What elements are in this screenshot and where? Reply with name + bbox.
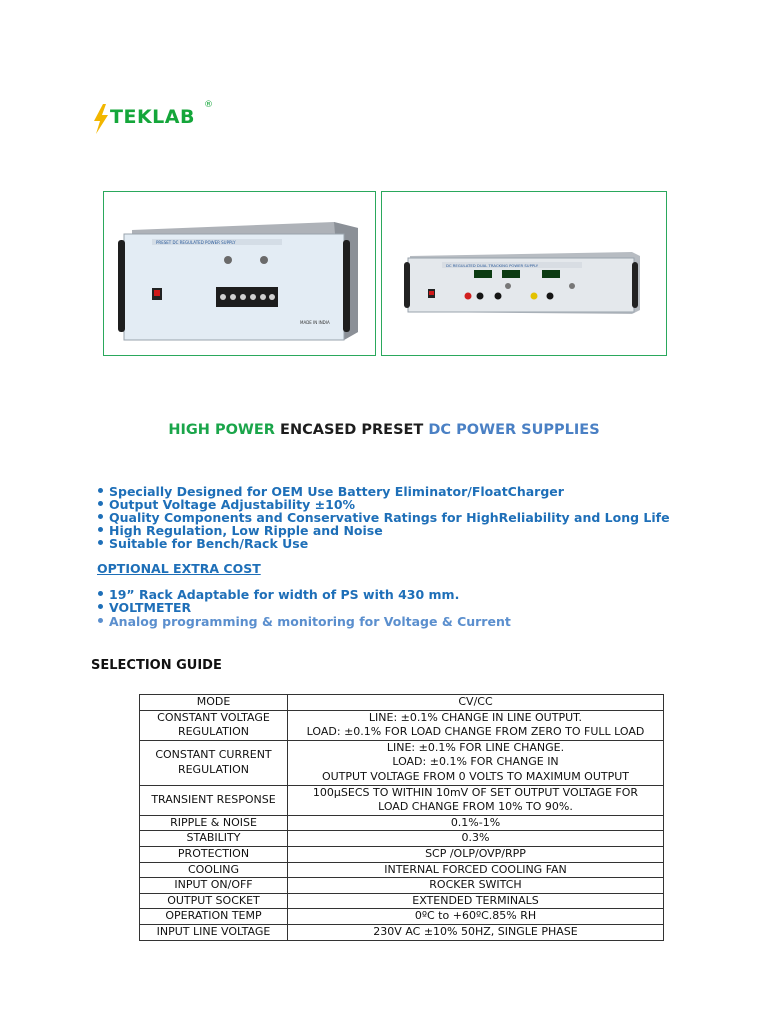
bullet-icon [98, 501, 103, 506]
lightning-bolt-icon [92, 104, 110, 134]
table-row [140, 815, 664, 831]
page-title [0, 422, 768, 438]
spec-label-line: RIPPLE & NOISE [170, 815, 257, 829]
spec-label-line: STABILITY [186, 831, 241, 845]
spec-label-cell [140, 924, 288, 940]
spec-label-line: OUTPUT SOCKET [167, 893, 260, 907]
table-row [140, 862, 664, 878]
spec-value-cell [288, 740, 664, 785]
spec-label-cell [140, 815, 288, 831]
optional-extra-cost-title: OPTIONAL EXTRA COST [97, 561, 261, 576]
bullet-icon [98, 540, 103, 545]
spec-value-cell [288, 695, 664, 711]
title-part-high-power: HIGH POWER [168, 422, 275, 438]
spec-value-line: ROCKER SWITCH [429, 878, 522, 892]
feature-item: Specially Designed for OEM Use Battery Eliminator/FloatCharger [98, 485, 564, 498]
spec-label-cell [140, 893, 288, 909]
table-row [140, 924, 664, 940]
spec-label-line: INPUT LINE VOLTAGE [156, 924, 271, 938]
spec-label-line: COOLING [187, 862, 240, 876]
bullet-icon [98, 604, 103, 609]
brand-logo [92, 100, 232, 140]
table-row [140, 710, 664, 740]
spec-label-line: TRANSIENT RESPONSE [151, 792, 276, 806]
spec-value-cell [288, 815, 664, 831]
spec-value-cell [288, 862, 664, 878]
spec-label-line: CONSTANT VOLTAGE [157, 710, 270, 724]
title-part-dc-power-supplies: DC POWER SUPPLIES [428, 422, 600, 438]
spec-label-cell [140, 695, 288, 711]
bullet-icon [98, 618, 103, 623]
product-photo-2 [381, 191, 667, 356]
selection-guide-title: SELECTION GUIDE [91, 658, 222, 673]
panel-label-2: DC REGULATED DUAL TRACKING POWER SUPPLY [446, 263, 539, 268]
bullet-icon [98, 514, 103, 519]
feature-item: High Regulation, Low Ripple and Noise [98, 524, 383, 537]
optional-item: VOLTMETER [98, 601, 191, 614]
spec-value-line: 230V AC ±10% 50HZ, SINGLE PHASE [373, 924, 578, 938]
spec-value-cell [288, 831, 664, 847]
dual-tracking-power-supply-icon [382, 192, 667, 356]
spec-label-cell [140, 909, 288, 925]
table-row [140, 785, 664, 815]
spec-value-line: 100μSECS TO WITHIN 10mV OF SET OUTPUT VOLTAGE FOR [312, 785, 639, 799]
spec-value-line: 0.1%-1% [450, 815, 501, 829]
spec-value-line: 0.3% [461, 831, 490, 845]
table-row [140, 831, 664, 847]
spec-value-line: OUTPUT VOLTAGE FROM 0 VOLTS TO MAXIMUM OUTPUT [321, 769, 630, 783]
spec-value-line: INTERNAL FORCED COOLING FAN [384, 862, 567, 876]
title-part-encased-preset: ENCASED PRESET [280, 422, 424, 438]
spec-label-line: INPUT ON/OFF [174, 878, 253, 892]
spec-label-line: REGULATION [177, 725, 250, 739]
spec-label-line: MODE [196, 695, 231, 708]
feature-item: Output Voltage Adjustability ±10% [98, 498, 355, 511]
feature-item: Suitable for Bench/Rack Use [98, 537, 308, 550]
table-row [140, 878, 664, 894]
spec-label-cell [140, 878, 288, 894]
spec-value-cell [288, 846, 664, 862]
spec-value-line: LOAD CHANGE FROM 10% TO 90%. [378, 800, 573, 814]
spec-value-line: CV/CC [458, 695, 493, 708]
table-row [140, 909, 664, 925]
table-row [140, 740, 664, 785]
spec-label-cell [140, 846, 288, 862]
bullet-icon [98, 527, 103, 532]
product-photo-1 [103, 191, 376, 356]
table-row [140, 893, 664, 909]
made-in-india-badge: MADE IN INDIA [300, 320, 330, 325]
spec-value-line: LOAD: ±0.1% FOR LOAD CHANGE FROM ZERO TO FULL LOAD [306, 725, 645, 739]
spec-value-cell [288, 710, 664, 740]
spec-value-line: LINE: ±0.1% FOR LINE CHANGE. [386, 740, 565, 754]
selection-guide-table [139, 694, 664, 941]
spec-value-line: EXTENDED TERMINALS [412, 893, 539, 907]
brand-name: TEKLAB [110, 106, 195, 128]
feature-item: Quality Components and Conservative Ratings for HighReliability and Long Life [98, 511, 670, 524]
spec-value-cell [288, 878, 664, 894]
spec-label-cell [140, 710, 288, 740]
spec-value-cell [288, 785, 664, 815]
registered-mark: ® [204, 100, 213, 110]
bullet-icon [98, 488, 103, 493]
bullet-icon [98, 591, 103, 596]
spec-value-cell [288, 924, 664, 940]
spec-value-line: 0ºC to +60ºC.85% RH [414, 909, 537, 923]
spec-value-line: SCP /OLP/OVP/RPP [425, 846, 526, 860]
optional-item: Analog programming & monitoring for Voltage & Current [98, 615, 511, 628]
spec-label-line: CONSTANT CURRENT [155, 748, 272, 762]
table-row [140, 695, 664, 711]
optional-item: 19” Rack Adaptable for width of PS with 430 mm. [98, 588, 459, 601]
spec-value-cell [288, 893, 664, 909]
spec-label-cell [140, 740, 288, 785]
spec-value-line: LINE: ±0.1% CHANGE IN LINE OUTPUT. [368, 710, 583, 724]
spec-label-cell [140, 785, 288, 815]
spec-value-line: LOAD: ±0.1% FOR CHANGE IN [392, 755, 559, 769]
spec-label-line: REGULATION [177, 762, 250, 776]
preset-power-supply-icon [104, 192, 376, 356]
spec-value-cell [288, 909, 664, 925]
spec-label-cell [140, 831, 288, 847]
spec-label-cell [140, 862, 288, 878]
panel-label: PRESET DC REGULATED POWER SUPPLY [156, 240, 236, 245]
spec-label-line: PROTECTION [177, 846, 250, 860]
spec-label-line: OPERATION TEMP [165, 909, 262, 923]
table-row [140, 846, 664, 862]
